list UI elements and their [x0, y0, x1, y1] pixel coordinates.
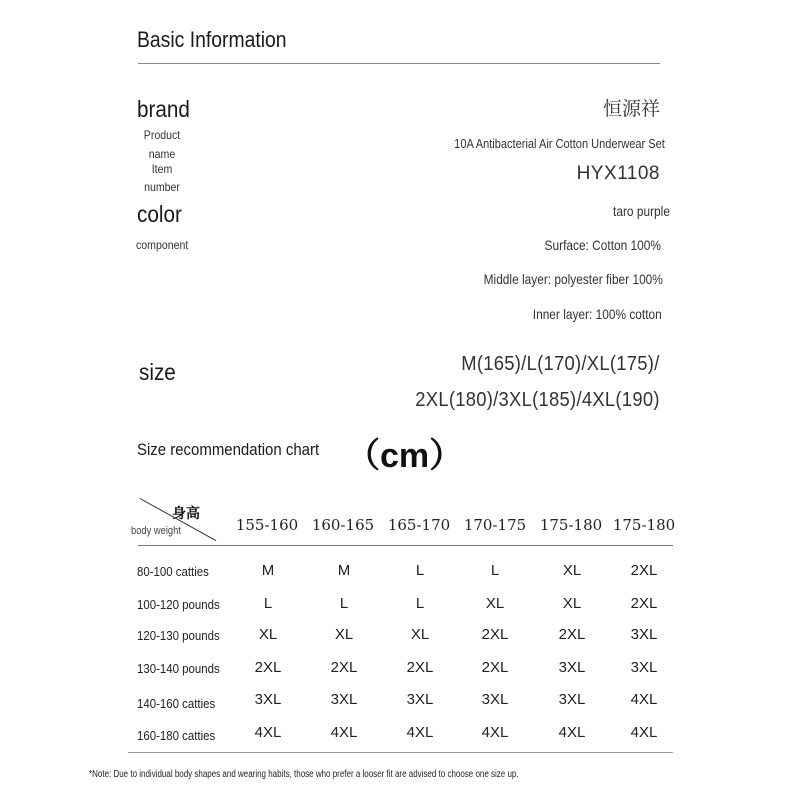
table-cell: 3XL [330, 691, 358, 708]
brand-label: brand [137, 96, 190, 122]
table-cell: XL [334, 626, 354, 643]
product-name-label-line1: Product [143, 128, 181, 142]
table-cell: 2XL [254, 659, 282, 676]
row-label: 160-180 catties [137, 728, 216, 743]
table-cell: M [337, 562, 351, 579]
table-cell: 3XL [481, 691, 509, 708]
table-cell: 3XL [558, 659, 586, 676]
table-cell: 4XL [630, 691, 658, 708]
table-cell: XL [410, 626, 430, 643]
table-cell: 2XL [630, 595, 658, 612]
table-corner-height-label: 身高 [172, 505, 200, 521]
row-label: 140-160 catties [137, 696, 216, 711]
item-number-value: HYX1108 [576, 163, 660, 184]
row-label: 80-100 catties [137, 564, 209, 579]
header-divider [138, 63, 660, 64]
column-header: 155-160 [235, 516, 299, 534]
table-cell: 3XL [630, 626, 658, 643]
column-header: 160-165 [311, 516, 375, 534]
color-label: color [137, 201, 182, 227]
size-chart-unit: （cm） [346, 437, 464, 475]
table-cell: 2XL [481, 626, 509, 643]
table-cell: XL [485, 595, 505, 612]
size-label: size [139, 359, 176, 385]
table-cell: L [339, 595, 349, 612]
table-corner-weight-label: body weight [131, 525, 181, 537]
table-cell: 2XL [558, 626, 586, 643]
table-cell: L [490, 562, 500, 579]
table-cell: L [415, 595, 425, 612]
table-cell: M [261, 562, 275, 579]
table-cell: 2XL [481, 659, 509, 676]
component-middle: Middle layer: polyester fiber 100% [483, 271, 663, 287]
row-label: 130-140 pounds [137, 661, 220, 676]
table-cell: L [415, 562, 425, 579]
table-cell: 4XL [254, 724, 282, 741]
table-header-divider [138, 545, 673, 546]
product-name-label-line2: name [148, 147, 176, 161]
row-label: 100-120 pounds [137, 597, 220, 612]
brand-value: 恒源祥 [602, 99, 660, 120]
table-bottom-divider [128, 752, 673, 753]
table-cell: 3XL [630, 659, 658, 676]
component-inner: Inner layer: 100% cotton [532, 306, 662, 322]
table-cell: XL [562, 562, 582, 579]
table-cell: XL [562, 595, 582, 612]
table-cell: 2XL [630, 562, 658, 579]
table-cell: 2XL [406, 659, 434, 676]
table-cell: XL [258, 626, 278, 643]
table-cell: 2XL [330, 659, 358, 676]
column-header: 175-180 [539, 516, 603, 534]
size-list-line2: 2XL(180)/3XL(185)/4XL(190) [415, 389, 660, 411]
sizing-note: *Note: Due to individual body shapes and wearing habits, those who prefer a looser fit are advised to choose one size up. [89, 769, 519, 780]
table-cell: 4XL [406, 724, 434, 741]
size-chart-title: Size recommendation chart [137, 440, 320, 459]
section-title: Basic Information [137, 27, 287, 52]
table-cell: 4XL [558, 724, 586, 741]
table-cell: 3XL [558, 691, 586, 708]
column-header: 165-170 [387, 516, 451, 534]
table-cell: L [263, 595, 273, 612]
item-number-label-line2: number [144, 180, 180, 194]
table-cell: 4XL [481, 724, 509, 741]
column-header: 175-180 [612, 516, 676, 534]
table-cell: 4XL [330, 724, 358, 741]
color-value: taro purple [613, 203, 670, 219]
size-list-line1: M(165)/L(170)/XL(175)/ [461, 353, 660, 375]
row-label: 120-130 pounds [137, 628, 220, 643]
item-number-label-line1: Item [151, 162, 173, 176]
table-cell: 4XL [630, 724, 658, 741]
component-label: component [136, 238, 189, 252]
table-cell: 3XL [254, 691, 282, 708]
column-header: 170-175 [463, 516, 527, 534]
component-surface: Surface: Cotton 100% [544, 237, 661, 253]
product-name-value: 10A Antibacterial Air Cotton Underwear Set [454, 136, 665, 151]
table-cell: 3XL [406, 691, 434, 708]
